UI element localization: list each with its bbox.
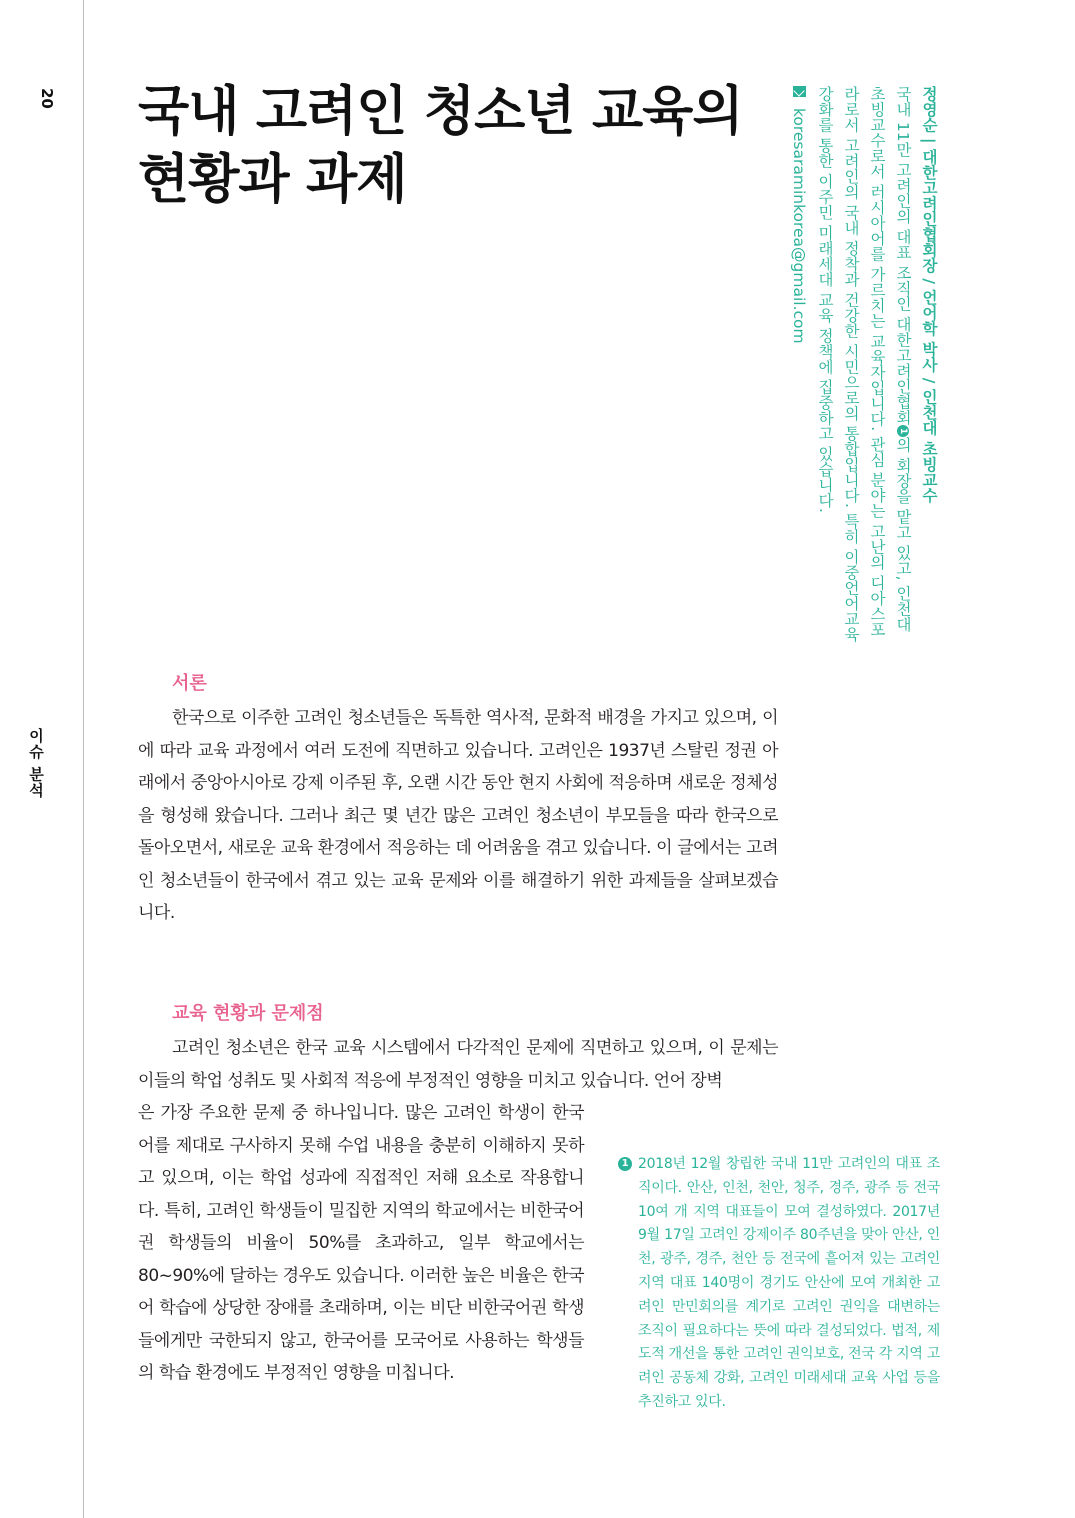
section-heading-intro: 서론 <box>172 673 207 694</box>
mail-icon <box>793 86 806 97</box>
footnote-ref-marker[interactable]: 1 <box>897 425 909 437</box>
author-bio-part1: 국내 11만 고려인의 대표 조직인 대한고려인협회 <box>894 86 912 425</box>
section-label: 이슈 분석 <box>27 728 45 799</box>
author-email[interactable]: koresaraminkorea@gmail.com <box>790 107 808 344</box>
article-title-text: 국내 고려인 청소년 교육의 현황과 과제 <box>138 81 743 210</box>
author-email-line <box>786 86 812 646</box>
footnote-marker: 1 <box>618 1157 632 1171</box>
section-heading-status: 교육 현황과 문제점 <box>172 1003 324 1024</box>
author-name-line: 정영순 | 대한고려인협회장 / 언어학 박사 / 인천대 초빙교수 <box>920 86 938 503</box>
section-body-status-narrow: 은 가장 주요한 문제 중 하나입니다. 많은 고려인 학생이 한국어를 제대로 구사하지 못해 수업 내용을 충분히 이해하지 못하고 있으며, 이는 학업 성과에 직접적인 저해 요소로 작용합니다. 특히, 고려인 학생들이 밀집한 지역의 학교에서는 비한국어권 학생들의 비율이 50%를 초과하고, 일부 학교에서는 80~90%에 달하는 경우도 있습니다. 이러한 높은 비율은 한국어 학습에 상당한 장애를 초래하며, 이는 비단 비한국어권 학생들에게만 국한되지 않고, 한국어를 모국어로 사용하는 학생들의 학습 환경에도 부정적인 영향을 미칩니다. <box>138 1103 584 1383</box>
footnote <box>618 1153 940 1415</box>
section-body-intro: 한국으로 이주한 고려인 청소년들은 독특한 역사적, 문화적 배경을 가지고 있으며, 이에 따라 교육 과정에서 여러 도전에 직면하고 있습니다. 고려인은 1937년 스탈린 정권 아래에서 중앙아시아로 강제 이주된 후, 오랜 시간 동안 현지 사회에 적응하며 새로운 정체성을 형성해 왔습니다. 그러나 최근 몇 년간 많은 고려인 청소년이 부모들을 따라 한국으로 돌아오면서, 새로운 교육 환경에서 적응하는 데 어려움을 겪고 있습니다. 이 글에서는 고려인 청소년들이 한국에서 겪고 있는 교육 문제와 이를 해결하기 위한 과제들을 살펴보겠습니다. <box>138 708 778 923</box>
author-info <box>786 86 942 646</box>
author-bio-part2: 의 회장을 맡고 있고, 인천대 초빙교수로서 러시아어를 가르치는 교육자입니다. 관심 분야는 고난의 디아스포라로서 고려인의 국내 정착과 건강한 시민으로의 통합입니다. 특히 이중언어교육 강화를 통한 이주민 미래세대 교육 정책에 집중하고 있습니다. <box>816 86 912 642</box>
page-margin-rule <box>83 0 84 1518</box>
footnote-text: 2018년 12월 창립한 국내 11만 고려인의 대표 조직이다. 안산, 인천, 천안, 청주, 경주, 광주 등 전국 10여 개 지역 대표들이 모여 결성하였다. 2017년 9월 17일 고려인 강제이주 80주년을 맞아 안산, 인천, 광주, 경주, 천안 등 전국에 흩어져 있는 고려인 지역 대표 140명이 경기도 안산에 모여 개최한 고려인 만민회의를 계기로 고려인 권익을 대변하는 조직이 필요하다는 뜻에 따라 결성되었다. 법적, 제도적 개선을 통한 고려인 권익보호, 전국 각 지역 고려인 공동체 강화, 고려인 미래세대 교육 사업 등을 추진하고 있다. <box>638 1156 940 1410</box>
section-body-status-wide: 고려인 청소년은 한국 교육 시스템에서 다각적인 문제에 직면하고 있으며, 이 문제는 이들의 학업 성취도 및 사회적 적응에 부정적인 영향을 미치고 있습니다. 언어 장벽 <box>138 1038 778 1091</box>
article-title <box>138 78 778 214</box>
page-number: 20 <box>38 88 56 109</box>
